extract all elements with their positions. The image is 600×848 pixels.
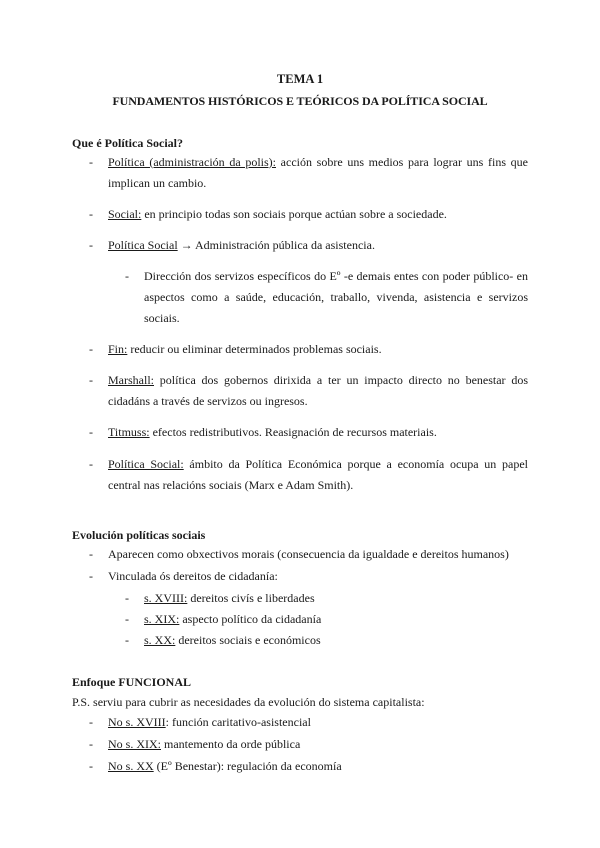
list-item: - No s. XVIII: función caritativo-asistencial: [89, 715, 311, 729]
list-item: - Vinculada ós dereitos de cidadanía:: [89, 569, 278, 583]
list-item: - Titmuss: efectos redistributivos. Reasignación de recursos materiais.: [89, 425, 437, 439]
list-item: - Marshall: política dos gobernos dirixida a ter un impacto directo no benestar dos cidadáns a través de servizos ou ingresos.: [89, 373, 528, 408]
list-item: - Política (administración da polis): acción sobre uns medios para lograr uns fins que implican un cambio.: [89, 155, 529, 190]
document-subtitle: FUNDAMENTOS HISTÓRICOS E TEÓRICOS DA POLÍTICA SOCIAL: [112, 94, 488, 108]
list-subitem: - s. XX: dereitos sociais e económicos: [125, 633, 321, 647]
list-item: - Aparecen como obxectivos morais (consecuencia da igualdade e dereitos humanos): [89, 547, 509, 561]
list-subitem: - s. XVIII: dereitos civís e liberdades: [125, 591, 315, 605]
section3-intro: P.S. serviu para cubrir as necesidades da evolución do sistema capitalista:: [72, 695, 425, 709]
section1-heading: Que é Política Social?: [72, 136, 183, 150]
list-subitem: - Dirección dos servizos específicos do Eº -e demais entes con poder público- en aspectos como a saúde, educación, traballo, vivenda, asistencia e servizos sociais.: [125, 269, 528, 325]
list-item: - Política Social → Administración pública da asistencia.: [89, 238, 375, 252]
document-title: TEMA 1: [276, 72, 324, 86]
list-item: - No s. XX (Eº Benestar): regulación da economía: [89, 759, 342, 773]
list-item: - Política Social: ámbito da Política Económica porque a economía ocupa un papel central nas relacións sociais (Marx e Adam Smith).: [89, 457, 528, 492]
list-item: - Fin: reducir ou eliminar determinados problemas sociais.: [89, 342, 382, 356]
list-item: - No s. XIX: mantemento da orde pública: [89, 737, 301, 751]
list-subitem: - s. XIX: aspecto político da cidadanía: [125, 612, 322, 626]
section2-heading: Evolución políticas sociais: [72, 528, 206, 542]
list-item: - Social: en principio todas son sociais porque actúan sobre a sociedade.: [89, 207, 447, 221]
section3-heading: Enfoque FUNCIONAL: [72, 675, 192, 689]
